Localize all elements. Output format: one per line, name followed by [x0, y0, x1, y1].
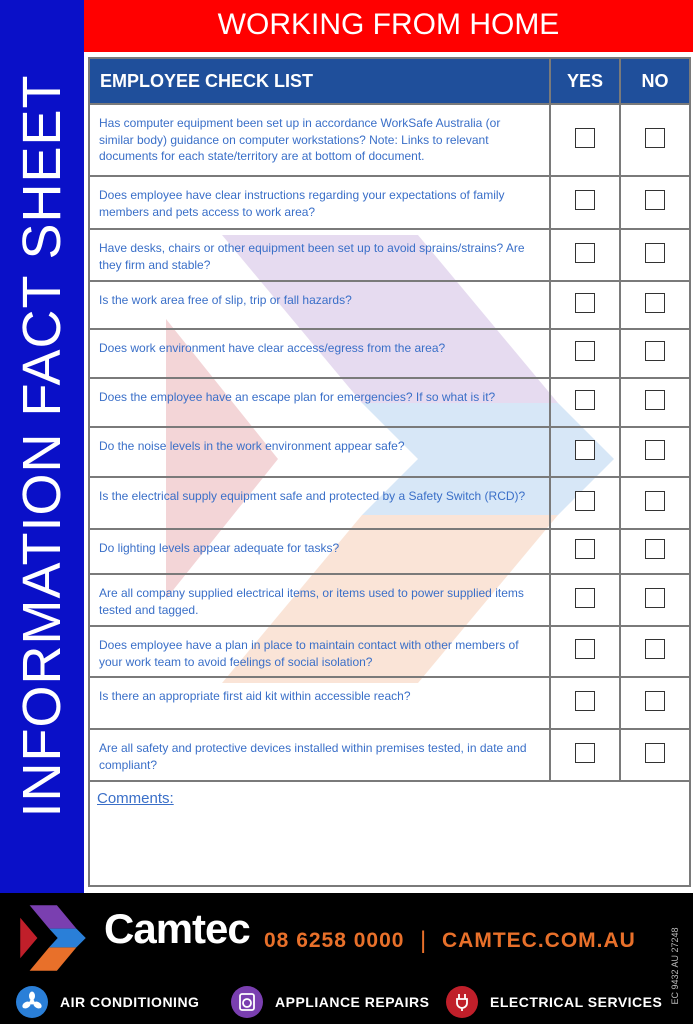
- yes-checkbox[interactable]: [575, 190, 595, 210]
- separator: |: [420, 927, 427, 954]
- question-text: Are all company supplied electrical items, or items used to power supplied items tested and tagged.: [90, 574, 550, 626]
- question-text: Does employee have clear instructions regarding your expectations of family members and pets access to work area?: [90, 176, 550, 229]
- no-checkbox[interactable]: [645, 390, 665, 410]
- phone-number[interactable]: 08 6258 0000: [264, 929, 405, 952]
- table-row: [90, 529, 689, 574]
- yes-checkbox[interactable]: [575, 691, 595, 711]
- side-banner: [0, 0, 84, 893]
- question-text: Does employee have a plan in place to maintain contact with other members of your work team to avoid feelings of social isolation?: [90, 626, 550, 677]
- footer: [0, 893, 693, 1024]
- page-title: WORKING FROM HOME: [84, 0, 693, 52]
- service-label: APPLIANCE REPAIRS: [275, 994, 430, 1010]
- table-header-row: [90, 59, 689, 104]
- camtec-logo-icon: [14, 899, 92, 977]
- plug-icon: [446, 986, 478, 1018]
- column-header-yes: YES: [550, 59, 620, 104]
- table-row: [90, 677, 689, 729]
- no-checkbox[interactable]: [645, 341, 665, 361]
- licence-text: EC 9432 AU 27248: [670, 927, 680, 1005]
- column-header-no: NO: [620, 59, 689, 104]
- yes-checkbox[interactable]: [575, 243, 595, 263]
- yes-checkbox[interactable]: [575, 491, 595, 511]
- yes-checkbox[interactable]: [575, 743, 595, 763]
- question-text: Have desks, chairs or other equipment been set up to avoid sprains/strains? Are they firm and stable?: [90, 229, 550, 281]
- table-row: [90, 378, 689, 427]
- no-checkbox[interactable]: [645, 743, 665, 763]
- no-checkbox[interactable]: [645, 539, 665, 559]
- no-checkbox[interactable]: [645, 190, 665, 210]
- service-air-conditioning: [16, 985, 199, 1019]
- question-text: Is there an appropriate first aid kit within accessible reach?: [90, 677, 550, 729]
- no-checkbox[interactable]: [645, 440, 665, 460]
- yes-checkbox[interactable]: [575, 293, 595, 313]
- no-checkbox[interactable]: [645, 639, 665, 659]
- table-row: [90, 427, 689, 477]
- no-checkbox[interactable]: [645, 691, 665, 711]
- question-text: Is the electrical supply equipment safe and protected by a Safety Switch (RCD)?: [90, 477, 550, 529]
- question-text: Do lighting levels appear adequate for tasks?: [90, 529, 550, 574]
- fan-icon: [16, 986, 48, 1018]
- table-row: [90, 477, 689, 529]
- question-text: Is the work area free of slip, trip or fall hazards?: [90, 281, 550, 329]
- yes-checkbox[interactable]: [575, 588, 595, 608]
- checklist-table: [90, 59, 689, 782]
- licence-code: [668, 911, 682, 1021]
- table-row: [90, 729, 689, 781]
- table-row: [90, 281, 689, 329]
- table-row: [90, 104, 689, 176]
- service-appliance-repairs: [231, 985, 429, 1019]
- service-label: AIR CONDITIONING: [60, 994, 200, 1010]
- comments-label[interactable]: Comments:: [97, 790, 174, 807]
- no-checkbox[interactable]: [645, 491, 665, 511]
- yes-checkbox[interactable]: [575, 390, 595, 410]
- table-row: [90, 574, 689, 626]
- question-text: Does work environment have clear access/egress from the area?: [90, 329, 550, 378]
- no-checkbox[interactable]: [645, 243, 665, 263]
- column-header-item: EMPLOYEE CHECK LIST: [90, 59, 550, 104]
- question-text: Do the noise levels in the work environment appear safe?: [90, 427, 550, 477]
- table-row: [90, 626, 689, 677]
- service-label: ELECTRICAL SERVICES: [490, 994, 663, 1010]
- question-text: Are all safety and protective devices installed within premises tested, in date and compliant?: [90, 729, 550, 781]
- table-row: [90, 176, 689, 229]
- service-electrical-services: [446, 985, 662, 1019]
- yes-checkbox[interactable]: [575, 341, 595, 361]
- table-row: [90, 329, 689, 378]
- no-checkbox[interactable]: [645, 293, 665, 313]
- no-checkbox[interactable]: [645, 128, 665, 148]
- question-text: Has computer equipment been set up in accordance WorkSafe Australia (or similar body) guidance on computer workstations? Note: Links to relevant documents for each state/territory are at bottom of document.: [90, 104, 550, 176]
- table-row: [90, 229, 689, 281]
- washing-machine-icon: [231, 986, 263, 1018]
- yes-checkbox[interactable]: [575, 639, 595, 659]
- yes-checkbox[interactable]: [575, 440, 595, 460]
- no-checkbox[interactable]: [645, 588, 665, 608]
- yes-checkbox[interactable]: [575, 128, 595, 148]
- side-title: INFORMATION FACT SHEET: [12, 74, 72, 818]
- checklist-sheet: [88, 57, 691, 887]
- question-text: Does the employee have an escape plan for emergencies? If so what is it?: [90, 378, 550, 427]
- website-link[interactable]: CAMTEC.COM.AU: [442, 929, 636, 952]
- brand-name: Camtec: [104, 905, 250, 952]
- yes-checkbox[interactable]: [575, 539, 595, 559]
